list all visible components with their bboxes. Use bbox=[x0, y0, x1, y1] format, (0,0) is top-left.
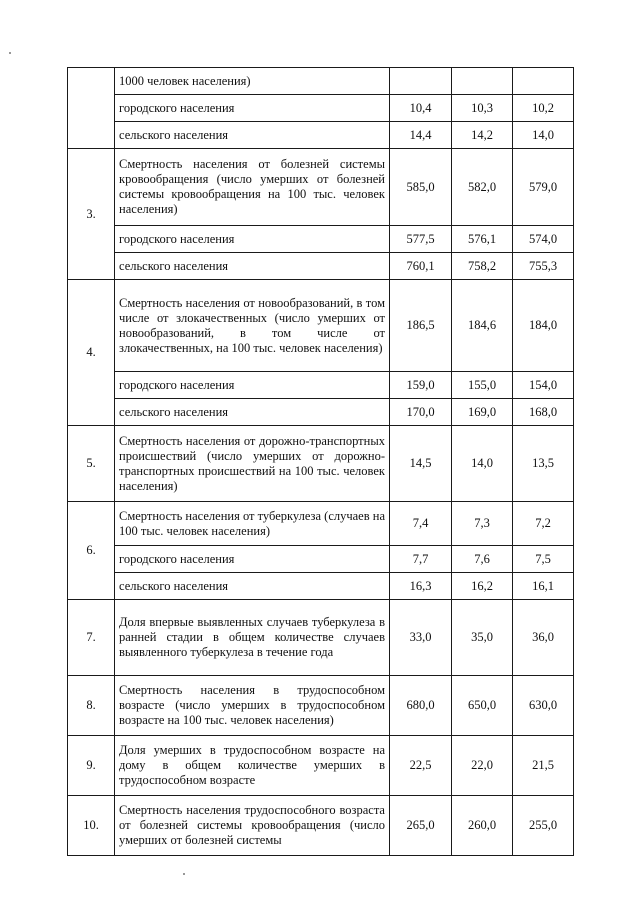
value-year-2: 576,1 bbox=[452, 226, 513, 253]
row-number: 5. bbox=[68, 426, 115, 502]
table-row bbox=[68, 95, 574, 122]
value-year-3: 154,0 bbox=[513, 372, 574, 399]
table-row bbox=[68, 546, 574, 573]
row-number: 8. bbox=[68, 676, 115, 736]
value-year-1: 10,4 bbox=[390, 95, 452, 122]
value-year-2: 169,0 bbox=[452, 399, 513, 426]
value-year-1 bbox=[390, 68, 452, 95]
value-year-3: 36,0 bbox=[513, 600, 574, 676]
indicator-label: Смертность населения от дорожно-транспортных происшествий (число умерших от дорожно-транспортных происшествий на 100 тыс. человек населения) bbox=[115, 426, 390, 502]
value-year-3: 630,0 bbox=[513, 676, 574, 736]
value-year-2: 16,2 bbox=[452, 573, 513, 600]
value-year-1: 170,0 bbox=[390, 399, 452, 426]
value-year-3: 7,5 bbox=[513, 546, 574, 573]
value-year-2: 35,0 bbox=[452, 600, 513, 676]
value-year-2: 14,2 bbox=[452, 122, 513, 149]
indicator-label: Доля умерших в трудоспособном возрасте на дому в общем количестве умерших в трудоспособном возрасте bbox=[115, 736, 390, 796]
table-row bbox=[68, 226, 574, 253]
value-year-3: 579,0 bbox=[513, 149, 574, 226]
value-year-2: 14,0 bbox=[452, 426, 513, 502]
value-year-2: 7,6 bbox=[452, 546, 513, 573]
indicator-label: сельского населения bbox=[115, 122, 390, 149]
indicators-table bbox=[67, 67, 574, 856]
value-year-1: 585,0 bbox=[390, 149, 452, 226]
value-year-1: 760,1 bbox=[390, 253, 452, 280]
value-year-1: 265,0 bbox=[390, 796, 452, 856]
row-number: 9. bbox=[68, 736, 115, 796]
row-number: 3. bbox=[68, 149, 115, 280]
value-year-3: 168,0 bbox=[513, 399, 574, 426]
table-row bbox=[68, 426, 574, 502]
value-year-1: 14,4 bbox=[390, 122, 452, 149]
value-year-3: 574,0 bbox=[513, 226, 574, 253]
table-row bbox=[68, 676, 574, 736]
table-row bbox=[68, 68, 574, 95]
value-year-1: 7,4 bbox=[390, 502, 452, 546]
value-year-2: 7,3 bbox=[452, 502, 513, 546]
value-year-1: 577,5 bbox=[390, 226, 452, 253]
table-row bbox=[68, 253, 574, 280]
value-year-1: 186,5 bbox=[390, 280, 452, 372]
value-year-1: 7,7 bbox=[390, 546, 452, 573]
scan-speck bbox=[9, 52, 11, 54]
value-year-2: 582,0 bbox=[452, 149, 513, 226]
table-row bbox=[68, 372, 574, 399]
value-year-3: 7,2 bbox=[513, 502, 574, 546]
value-year-1: 14,5 bbox=[390, 426, 452, 502]
value-year-2: 260,0 bbox=[452, 796, 513, 856]
indicator-label: 1000 человек населения) bbox=[115, 68, 390, 95]
indicator-label: городского населения bbox=[115, 546, 390, 573]
value-year-2: 10,3 bbox=[452, 95, 513, 122]
value-year-3: 13,5 bbox=[513, 426, 574, 502]
value-year-3: 255,0 bbox=[513, 796, 574, 856]
value-year-2: 184,6 bbox=[452, 280, 513, 372]
table-row bbox=[68, 796, 574, 856]
indicator-label: Смертность населения от болезней системы кровообращения (число умерших от болезней системы кровообращения на 100 тыс. человек населения) bbox=[115, 149, 390, 226]
row-number: 6. bbox=[68, 502, 115, 600]
table-row bbox=[68, 149, 574, 226]
indicator-label: сельского населения bbox=[115, 253, 390, 280]
table-row bbox=[68, 600, 574, 676]
row-number: 7. bbox=[68, 600, 115, 676]
value-year-2: 650,0 bbox=[452, 676, 513, 736]
indicator-label: Смертность населения от туберкулеза (случаев на 100 тыс. человек населения) bbox=[115, 502, 390, 546]
indicator-label: сельского населения bbox=[115, 573, 390, 600]
indicator-label: Смертность населения от новообразований, в том числе от злокачественных (число умерших от новообразований, в том числе от злокачественных, на 100 тыс. человек населения) bbox=[115, 280, 390, 372]
table-row bbox=[68, 736, 574, 796]
value-year-2 bbox=[452, 68, 513, 95]
value-year-2: 758,2 bbox=[452, 253, 513, 280]
table-row bbox=[68, 573, 574, 600]
table-row bbox=[68, 280, 574, 372]
row-number bbox=[68, 68, 115, 149]
indicator-label: городского населения bbox=[115, 372, 390, 399]
row-number: 10. bbox=[68, 796, 115, 856]
value-year-3: 184,0 bbox=[513, 280, 574, 372]
indicator-label: Доля впервые выявленных случаев туберкулеза в ранней стадии в общем количестве случаев выявленного туберкулеза в течение года bbox=[115, 600, 390, 676]
value-year-3: 10,2 bbox=[513, 95, 574, 122]
value-year-1: 16,3 bbox=[390, 573, 452, 600]
indicator-label: городского населения bbox=[115, 226, 390, 253]
table-row bbox=[68, 122, 574, 149]
value-year-2: 155,0 bbox=[452, 372, 513, 399]
value-year-1: 680,0 bbox=[390, 676, 452, 736]
indicator-label: Смертность населения в трудоспособном возрасте (число умерших в трудоспособном возрасте на 100 тыс. человек населения) bbox=[115, 676, 390, 736]
value-year-3: 16,1 bbox=[513, 573, 574, 600]
table-row bbox=[68, 502, 574, 546]
row-number: 4. bbox=[68, 280, 115, 426]
value-year-1: 22,5 bbox=[390, 736, 452, 796]
value-year-3: 14,0 bbox=[513, 122, 574, 149]
value-year-1: 159,0 bbox=[390, 372, 452, 399]
table-row bbox=[68, 399, 574, 426]
value-year-3 bbox=[513, 68, 574, 95]
scan-speck bbox=[183, 873, 185, 875]
value-year-3: 755,3 bbox=[513, 253, 574, 280]
value-year-3: 21,5 bbox=[513, 736, 574, 796]
value-year-2: 22,0 bbox=[452, 736, 513, 796]
value-year-1: 33,0 bbox=[390, 600, 452, 676]
indicators-table-body bbox=[68, 68, 574, 856]
indicator-label: сельского населения bbox=[115, 399, 390, 426]
indicator-label: городского населения bbox=[115, 95, 390, 122]
indicator-label: Смертность населения трудоспособного возраста от болезней системы кровообращения (число умерших от болезней системы bbox=[115, 796, 390, 856]
